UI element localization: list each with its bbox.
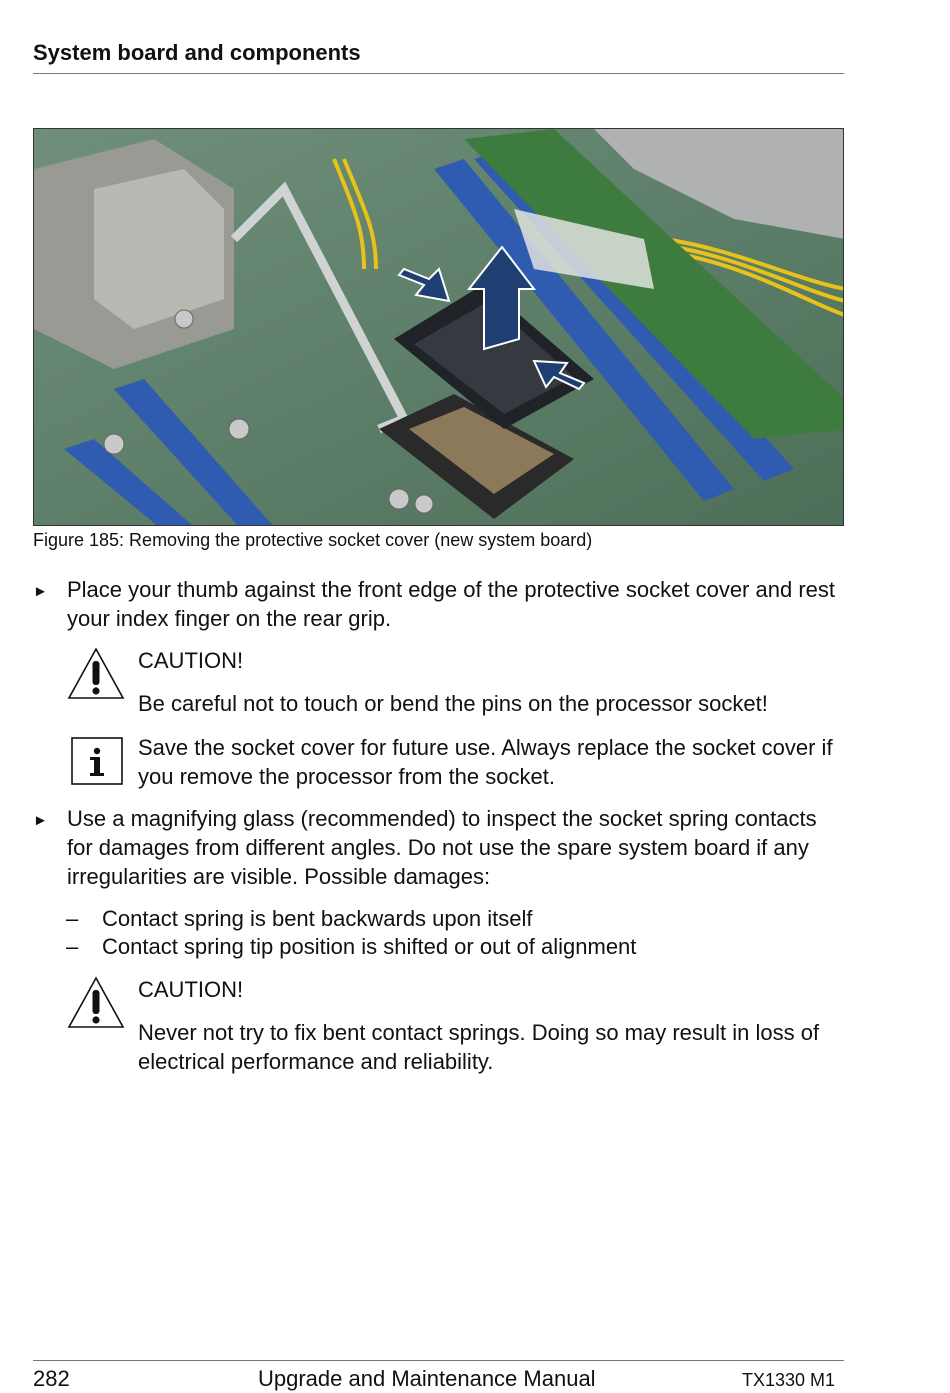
- footer-divider: [33, 1360, 844, 1361]
- step-text: Place your thumb against the front edge of the protective socket cover and rest your index finger on the rear grip.: [67, 577, 835, 631]
- caution-notice-springs: [66, 975, 844, 1076]
- header-divider: [33, 73, 844, 74]
- page-header-title: System board and components: [33, 40, 361, 65]
- info-text: Save the socket cover for future use. Always replace the socket cover if you remove the processor from the socket.: [138, 735, 833, 789]
- step-text: Use a magnifying glass (recommended) to inspect the socket spring contacts for damages from different angles. Do not use the spare system board if any irregularities are visible. Possible damages:: [67, 806, 817, 889]
- figure-socket-cover-photo: [33, 128, 844, 526]
- damage-text: Contact spring tip position is shifted or out of alignment: [102, 934, 637, 959]
- step-inspect-contacts: [33, 804, 844, 891]
- dash-marker: –: [66, 934, 79, 959]
- system-board-illustration: [34, 129, 844, 526]
- bullet-triangle-icon: ►: [33, 812, 48, 829]
- dash-marker: –: [66, 906, 79, 931]
- warning-icon: [66, 975, 126, 1038]
- damage-list-item: [66, 904, 532, 933]
- damage-text: Contact spring is bent backwards upon itself: [102, 906, 533, 931]
- caution-heading: CAUTION!: [138, 648, 244, 673]
- figure-caption: Figure 185: Removing the protective socket cover (new system board): [33, 530, 593, 550]
- warning-icon: [66, 646, 126, 709]
- caution-text: Be careful not to touch or bend the pins on the processor socket!: [138, 691, 768, 716]
- manual-title: Upgrade and Maintenance Manual: [258, 1366, 596, 1391]
- model-name: TX1330 M1: [742, 1370, 836, 1390]
- caution-text: Never not try to fix bent contact springs. Doing so may result in loss of electrical performance and reliability.: [138, 1020, 820, 1074]
- bullet-triangle-icon: ►: [33, 583, 48, 600]
- caution-notice-pins: [66, 646, 844, 718]
- step-place-thumb: [33, 575, 844, 633]
- info-icon: [66, 733, 126, 796]
- caution-heading: CAUTION!: [138, 977, 244, 1002]
- damage-list-item: [66, 932, 636, 961]
- info-notice-socket-cover: [66, 733, 844, 791]
- page-number: 282: [33, 1366, 70, 1391]
